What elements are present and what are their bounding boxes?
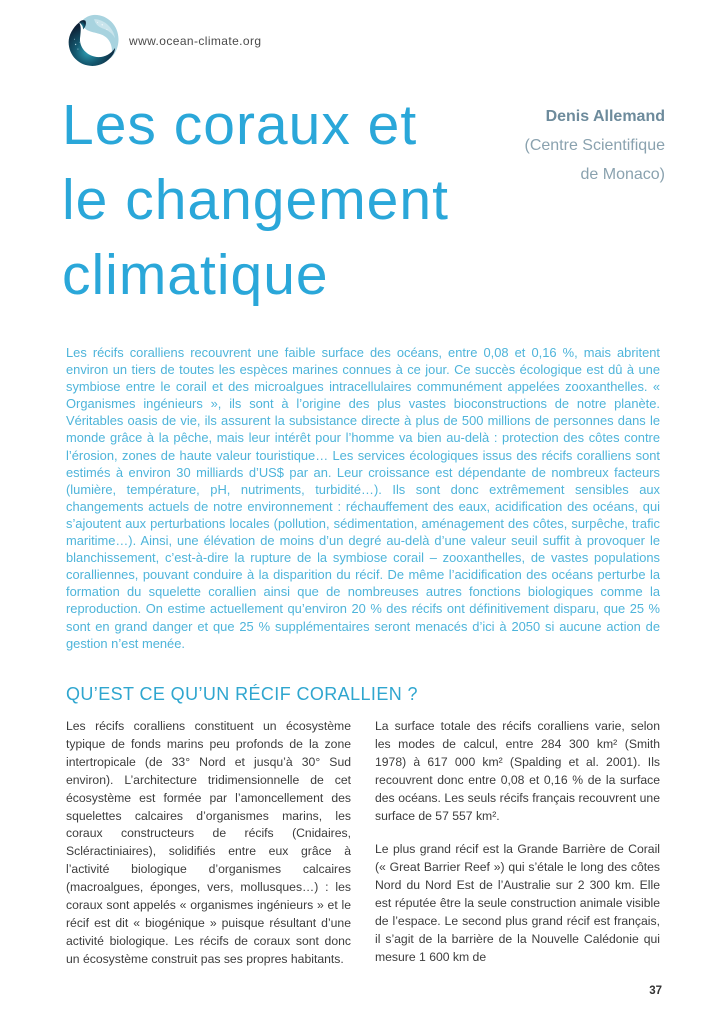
right-column-paragraph-1: La surface totale des récifs coralliens varie, selon les modes de calcul, entre 284 300 km² (Smith 1978) à 617 000 km² (Spalding et al. 2001). Ils recouvrent donc entre 0,08 et 0,16 % de la surface des océans. Les seuls récifs français recouvrent une surface de 57 557 km². [375,719,660,823]
page-number: 37 [649,985,662,997]
left-column [66,718,351,985]
website-url[interactable]: www.ocean-climate.org [129,34,262,48]
right-column [375,718,660,985]
ocean-climate-wave-logo-icon [64,12,122,70]
right-column-paragraph-2: Le plus grand récif est la Grande Barrière de Corail (« Great Barrier Reef ») qui s’étale le long des côtes Nord du Nord Est de l’Australie sur 2 300 km. Elle est réputée être la seule construction animale visible de l’espace. Le second plus grand récif est français, il s’agit de la barrière de la Nouvelle Calédonie qui mesure 1 600 km de [375,842,660,964]
article-title-line-3: climatique [62,243,329,307]
brand-header [64,12,261,70]
author-name: Denis Allemand [545,108,665,125]
author-affiliation-line-1: (Centre Scientifique [524,137,665,154]
article-title-line-2: le changement [62,168,449,232]
intro-paragraph: Les récifs coralliens recouvrent une faible surface des océans, entre 0,08 et 0,16 %, mais abritent environ un tiers de toutes les espèces marines connues à ce jour. Ce succès écologique est dû à une symbiose entre le corail et des microalgues intracellulaires communément appelées zooxanthelles. « Organismes ingénieurs », ils sont à l’origine des plus vastes bioconstructions de notre planète. Véritables oasis de vie, ils assurent la subsistance directe à plus de 500 millions de personnes dans le monde grâce à la pêche, mais leur intérêt pour l’homme va bien au-delà : protection des côtes contre l’érosion, zones de haute valeur touristique… Les services écologiques issus des récifs coralliens sont estimés à environ 30 milliards d’US$ par an. Leur croissance est dépendante de nombreux facteurs (lumière, température, pH, nutriments, turbidité…). Ils sont donc extrêmement sensibles aux changements actuels de notre environnement : réchauffement des eaux, acidification des océans, qui s’ajoutent aux perturbations locales (pollution, sédimentation, aménagement des côtes, surpêche, trafic maritime…). Ainsi, une élévation de moins d’un degré au-delà d’une valeur seuil suffit à provoquer le blanchissement, c’est-à-dire la rupture de la symbiose corail – zooxanthelles, de vastes populations coralliennes, pouvant conduire à la disparition du récif. De même l’acidification des océans perturbe la formation du squelette corallien ainsi que de nombreuses autres fonctions biologiques comme la reproduction. On estime actuellement qu’environ 20 % des récifs ont définitivement disparu, que 25 % sont en grand danger et que 25 % supplémentaires seront menacés d’ici à 2050 si aucune action de gestion n’est menée. [66,345,660,651]
body-columns [66,718,660,985]
author-affiliation-line-2: de Monaco) [580,166,665,183]
article-title-line-1: Les coraux et [62,93,418,157]
section-heading: QU’EST CE QU’UN RÉCIF CORALLIEN ? [66,684,418,704]
author-block [524,102,665,189]
article-title [62,88,449,313]
left-column-paragraph-1: Les récifs coralliens constituent un écosystème typique de fonds marins peu profonds de la zone intertropicale (de 33° Nord et jusqu’à 30° Sud environ). L’architecture tridimensionnelle de cet écosystème est formée par l’amoncellement des squelettes calcaires d’organismes marins, les coraux constructeurs de récifs (Cnidaires, Scléractiniaires), solidifiés entre eux grâce à l’activité biologique d’organismes calcaires (macroalgues, éponges, vers, mollusques…) : les coraux sont appelés « organismes ingénieurs » et le récif est dit « biogénique » puisque résultant d’une activité biologique. Les récifs de coraux sont donc un écosystème construit pas ses propres habitants. [66,719,351,966]
